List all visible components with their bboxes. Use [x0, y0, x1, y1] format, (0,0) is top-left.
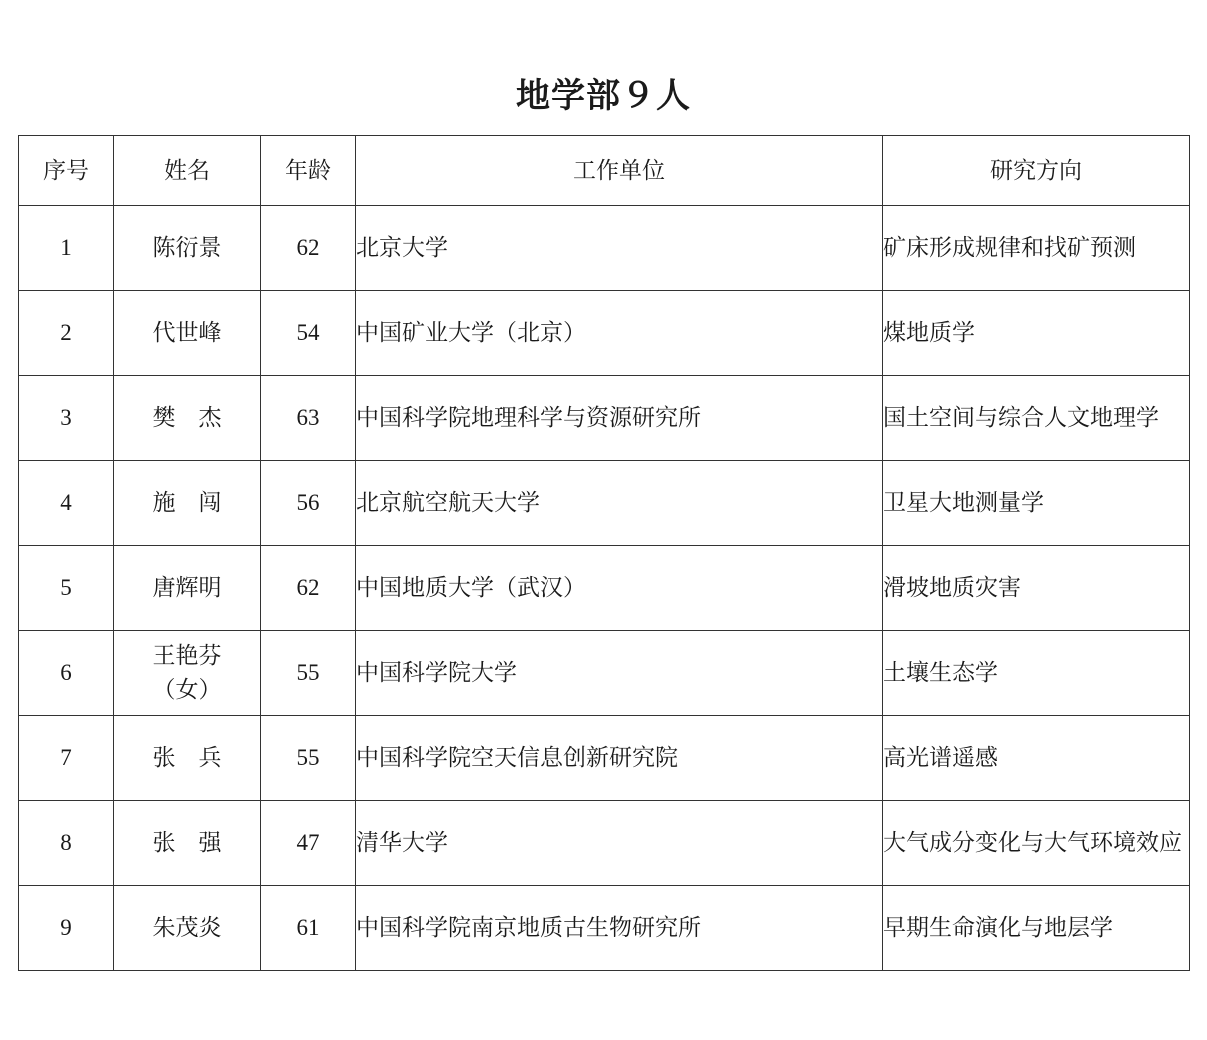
cell-unit: 北京航空航天大学: [356, 461, 883, 546]
table-header-row: [19, 136, 1190, 206]
cell-field: 煤地质学: [883, 291, 1190, 376]
cell-unit: 中国地质大学（武汉）: [356, 546, 883, 631]
cell-name: 代世峰: [114, 291, 261, 376]
table-row: [19, 291, 1190, 376]
cell-num: 2: [19, 291, 114, 376]
header-num: 序号: [19, 136, 114, 206]
cell-name: 张 兵: [114, 716, 261, 801]
page-title: 地学部９人: [516, 76, 691, 116]
cell-field: 滑坡地质灾害: [883, 546, 1190, 631]
header-unit: 工作单位: [356, 136, 883, 206]
cell-age: 54: [261, 291, 356, 376]
cell-field: 早期生命演化与地层学: [883, 886, 1190, 971]
cell-age: 62: [261, 546, 356, 631]
cell-num: 9: [19, 886, 114, 971]
table-row: [19, 206, 1190, 291]
cell-name: 陈衍景: [114, 206, 261, 291]
cell-unit: 中国科学院大学: [356, 631, 883, 716]
cell-num: 1: [19, 206, 114, 291]
cell-field: 矿床形成规律和找矿预测: [883, 206, 1190, 291]
cell-name: 施 闯: [114, 461, 261, 546]
cell-num: 3: [19, 376, 114, 461]
cell-field: 国土空间与综合人文地理学: [883, 376, 1190, 461]
cell-name: 朱茂炎: [114, 886, 261, 971]
header-name: 姓名: [114, 136, 261, 206]
cell-field: 大气成分变化与大气环境效应: [883, 801, 1190, 886]
cell-num: 5: [19, 546, 114, 631]
cell-field: 卫星大地测量学: [883, 461, 1190, 546]
cell-age: 56: [261, 461, 356, 546]
cell-num: 6: [19, 631, 114, 716]
cell-unit: 中国科学院地理科学与资源研究所: [356, 376, 883, 461]
cell-name: 唐辉明: [114, 546, 261, 631]
cell-age: 47: [261, 801, 356, 886]
cell-age: 61: [261, 886, 356, 971]
cell-unit: 中国科学院空天信息创新研究院: [356, 716, 883, 801]
table-row: [19, 716, 1190, 801]
table-row: [19, 376, 1190, 461]
table-row: [19, 546, 1190, 631]
cell-name: 樊 杰: [114, 376, 261, 461]
cell-num: 7: [19, 716, 114, 801]
header-field: 研究方向: [883, 136, 1190, 206]
cell-age: 55: [261, 631, 356, 716]
cell-age: 62: [261, 206, 356, 291]
table-row: [19, 886, 1190, 971]
cell-age: 63: [261, 376, 356, 461]
cell-field: 土壤生态学: [883, 631, 1190, 716]
member-table: [18, 135, 1190, 971]
cell-num: 8: [19, 801, 114, 886]
cell-name: 张 强: [114, 801, 261, 886]
cell-unit: 北京大学: [356, 206, 883, 291]
table-row: [19, 461, 1190, 546]
table-row: [19, 801, 1190, 886]
cell-unit: 中国矿业大学（北京）: [356, 291, 883, 376]
table-row: [19, 631, 1190, 716]
cell-name: 王艳芬（女）: [114, 631, 261, 716]
cell-unit: 清华大学: [356, 801, 883, 886]
header-age: 年龄: [261, 136, 356, 206]
cell-num: 4: [19, 461, 114, 546]
cell-unit: 中国科学院南京地质古生物研究所: [356, 886, 883, 971]
cell-field: 高光谱遥感: [883, 716, 1190, 801]
cell-age: 55: [261, 716, 356, 801]
